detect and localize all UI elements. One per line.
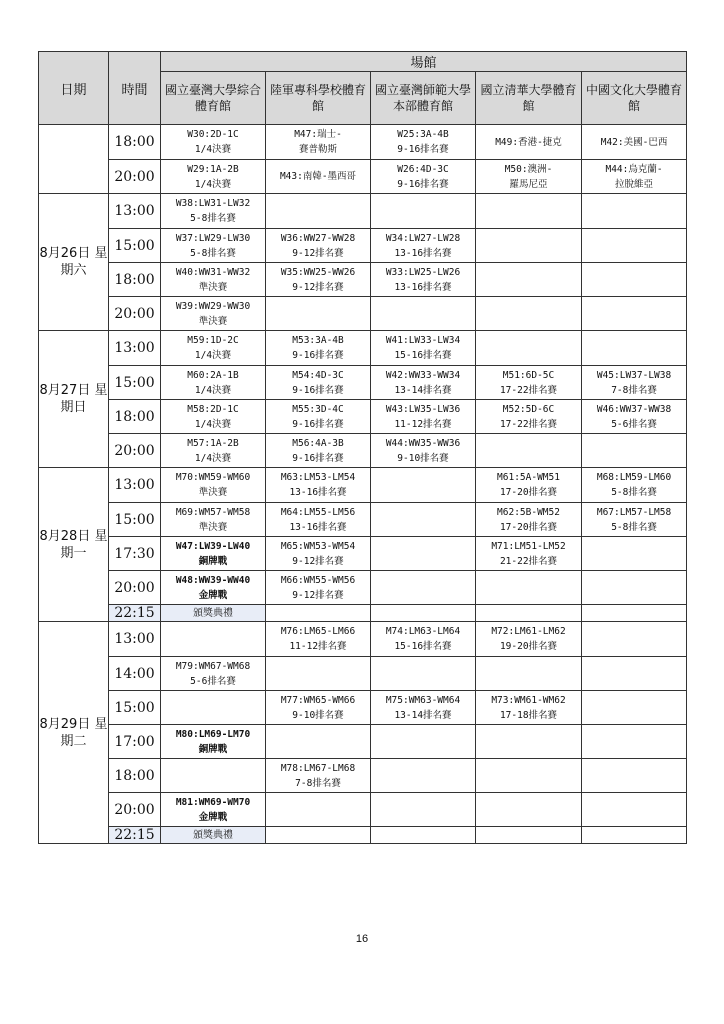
match-cell (582, 793, 687, 827)
time-cell: 20:00 (109, 160, 161, 194)
schedule-row (39, 400, 687, 434)
time-cell: 20:00 (109, 434, 161, 468)
match-cell: W47:LW39-LW40 銅牌戰 (161, 537, 266, 571)
schedule-row (39, 331, 687, 366)
schedule-row (39, 263, 687, 297)
match-cell: M59:1D-2C 1/4決賽 (161, 331, 266, 366)
schedule-row (39, 725, 687, 759)
match-cell: M61:5A-WM51 17-20排名賽 (476, 468, 582, 503)
match-cell: M63:LM53-LM54 13-16排名賽 (266, 468, 371, 503)
match-cell (476, 759, 582, 793)
match-cell: M58:2D-1C 1/4決賽 (161, 400, 266, 434)
empty-cell (476, 827, 582, 844)
date-cell: 8月26日 星期六 (39, 194, 109, 331)
schedule-row (39, 793, 687, 827)
venue-header: 國立臺灣師範大學本部體育館 (371, 72, 476, 125)
match-cell: M67:LM57-LM58 5-8排名賽 (582, 503, 687, 537)
schedule-row (39, 366, 687, 400)
match-cell (476, 194, 582, 229)
venue-header: 陸軍專科學校體育館 (266, 72, 371, 125)
schedule-row (39, 125, 687, 160)
time-cell: 17:30 (109, 537, 161, 571)
time-cell: 18:00 (109, 759, 161, 793)
date-cell: 8月29日 星期二 (39, 622, 109, 844)
time-cell: 17:00 (109, 725, 161, 759)
time-column-header: 時間 (109, 52, 161, 125)
match-cell: M62:5B-WM52 17-20排名賽 (476, 503, 582, 537)
empty-cell (582, 605, 687, 622)
match-cell (582, 622, 687, 657)
award-ceremony-cell: 頒獎典禮 (161, 605, 266, 622)
match-cell: M51:6D-5C 17-22排名賽 (476, 366, 582, 400)
match-cell: M50:澳洲- 羅馬尼亞 (476, 160, 582, 194)
schedule-row (39, 434, 687, 468)
match-cell (476, 263, 582, 297)
date-cell (39, 125, 109, 194)
match-cell: M42:美國-巴西 (582, 125, 687, 160)
match-cell: W42:WW33-WW34 13-14排名賽 (371, 366, 476, 400)
time-cell: 18:00 (109, 263, 161, 297)
page-number: 16 (355, 933, 369, 945)
match-cell: W46:WW37-WW38 5-6排名賽 (582, 400, 687, 434)
match-cell (266, 725, 371, 759)
schedule-row (39, 691, 687, 725)
time-cell: 22:15 (109, 605, 161, 622)
award-ceremony-row (39, 827, 687, 844)
match-cell: M55:3D-4C 9-16排名賽 (266, 400, 371, 434)
match-cell: M57:1A-2B 1/4決賽 (161, 434, 266, 468)
time-cell: 20:00 (109, 793, 161, 827)
match-cell (476, 657, 582, 691)
match-cell (371, 297, 476, 331)
award-ceremony-cell: 頒獎典禮 (161, 827, 266, 844)
match-cell (371, 537, 476, 571)
match-cell (371, 657, 476, 691)
time-cell: 13:00 (109, 194, 161, 229)
match-cell (371, 503, 476, 537)
match-cell: M80:LM69-LM70 銅牌戰 (161, 725, 266, 759)
schedule-table (38, 51, 687, 844)
match-cell: W37:LW29-LW30 5-8排名賽 (161, 229, 266, 263)
match-cell: W35:WW25-WW26 9-12排名賽 (266, 263, 371, 297)
time-cell: 13:00 (109, 622, 161, 657)
match-cell: M49:香港-捷克 (476, 125, 582, 160)
match-cell: M52:5D-6C 17-22排名賽 (476, 400, 582, 434)
match-cell (371, 468, 476, 503)
match-cell (371, 194, 476, 229)
match-cell: W45:LW37-LW38 7-8排名賽 (582, 366, 687, 400)
match-cell (476, 571, 582, 605)
match-cell (371, 571, 476, 605)
match-cell (582, 434, 687, 468)
match-cell: W25:3A-4B 9-16排名賽 (371, 125, 476, 160)
schedule-row (39, 468, 687, 503)
match-cell: M56:4A-3B 9-16排名賽 (266, 434, 371, 468)
match-cell: W26:4D-3C 9-16排名賽 (371, 160, 476, 194)
schedule-row (39, 503, 687, 537)
schedule-row (39, 657, 687, 691)
match-cell (161, 622, 266, 657)
match-cell (476, 229, 582, 263)
time-cell: 15:00 (109, 366, 161, 400)
match-cell: W39:WW29-WW30 準決賽 (161, 297, 266, 331)
match-cell: M73:WM61-WM62 17-18排名賽 (476, 691, 582, 725)
match-cell: M76:LM65-LM66 11-12排名賽 (266, 622, 371, 657)
empty-cell (476, 605, 582, 622)
match-cell: M71:LM51-LM52 21-22排名賽 (476, 537, 582, 571)
match-cell (582, 331, 687, 366)
match-cell (476, 434, 582, 468)
match-cell (266, 793, 371, 827)
match-cell: M47:瑞士- 賽普勒斯 (266, 125, 371, 160)
date-cell: 8月28日 星期一 (39, 468, 109, 622)
match-cell: M70:WM59-WM60 準決賽 (161, 468, 266, 503)
match-cell (582, 691, 687, 725)
time-cell: 15:00 (109, 503, 161, 537)
match-cell: W36:WW27-WW28 9-12排名賽 (266, 229, 371, 263)
schedule-row (39, 622, 687, 657)
match-cell (582, 229, 687, 263)
time-cell: 20:00 (109, 571, 161, 605)
match-cell (582, 263, 687, 297)
match-cell (371, 759, 476, 793)
match-cell: M75:WM63-WM64 13-14排名賽 (371, 691, 476, 725)
venue-header: 國立清華大學體育館 (476, 72, 582, 125)
match-cell (582, 537, 687, 571)
match-cell (371, 725, 476, 759)
match-cell: M65:WM53-WM54 9-12排名賽 (266, 537, 371, 571)
match-cell (476, 725, 582, 759)
match-cell: M60:2A-1B 1/4決賽 (161, 366, 266, 400)
match-cell (582, 725, 687, 759)
match-cell (582, 759, 687, 793)
match-cell: W43:LW35-LW36 11-12排名賽 (371, 400, 476, 434)
empty-cell (371, 605, 476, 622)
match-cell: M77:WM65-WM66 9-10排名賽 (266, 691, 371, 725)
match-cell (161, 691, 266, 725)
empty-cell (266, 605, 371, 622)
match-cell (266, 194, 371, 229)
match-cell (266, 657, 371, 691)
date-cell: 8月27日 星期日 (39, 331, 109, 468)
schedule-row (39, 160, 687, 194)
match-cell (266, 297, 371, 331)
time-cell: 20:00 (109, 297, 161, 331)
time-cell: 13:00 (109, 331, 161, 366)
empty-cell (582, 827, 687, 844)
schedule-row (39, 759, 687, 793)
match-cell: M64:LM55-LM56 13-16排名賽 (266, 503, 371, 537)
match-cell (582, 571, 687, 605)
match-cell: M79:WM67-WM68 5-6排名賽 (161, 657, 266, 691)
venue-group-header: 場館 (161, 52, 687, 72)
match-cell: M54:4D-3C 9-16排名賽 (266, 366, 371, 400)
match-cell: W48:WW39-WW40 金牌戰 (161, 571, 266, 605)
schedule-row (39, 194, 687, 229)
empty-cell (371, 827, 476, 844)
match-cell (582, 194, 687, 229)
match-cell (582, 657, 687, 691)
match-cell: M74:LM63-LM64 15-16排名賽 (371, 622, 476, 657)
award-ceremony-row (39, 605, 687, 622)
match-cell: W30:2D-1C 1/4決賽 (161, 125, 266, 160)
match-cell: M66:WM55-WM56 9-12排名賽 (266, 571, 371, 605)
time-cell: 18:00 (109, 125, 161, 160)
empty-cell (266, 827, 371, 844)
time-cell: 18:00 (109, 400, 161, 434)
match-cell (476, 793, 582, 827)
match-cell: W29:1A-2B 1/4決賽 (161, 160, 266, 194)
schedule-row (39, 537, 687, 571)
time-cell: 15:00 (109, 691, 161, 725)
time-cell: 13:00 (109, 468, 161, 503)
match-cell: W44:WW35-WW36 9-10排名賽 (371, 434, 476, 468)
match-cell: M68:LM59-LM60 5-8排名賽 (582, 468, 687, 503)
match-cell: M69:WM57-WM58 準決賽 (161, 503, 266, 537)
match-cell (476, 331, 582, 366)
match-cell (476, 297, 582, 331)
venue-header: 中國文化大學體育館 (582, 72, 687, 125)
time-cell: 22:15 (109, 827, 161, 844)
time-cell: 15:00 (109, 229, 161, 263)
match-cell: W41:LW33-LW34 15-16排名賽 (371, 331, 476, 366)
match-cell (582, 297, 687, 331)
schedule-row (39, 229, 687, 263)
match-cell (161, 759, 266, 793)
match-cell: W40:WW31-WW32 準決賽 (161, 263, 266, 297)
match-cell: M78:LM67-LM68 7-8排名賽 (266, 759, 371, 793)
match-cell (371, 793, 476, 827)
match-cell: M43:南韓-墨西哥 (266, 160, 371, 194)
venue-header: 國立臺灣大學綜合體育館 (161, 72, 266, 125)
schedule-row (39, 297, 687, 331)
match-cell: W33:LW25-LW26 13-16排名賽 (371, 263, 476, 297)
schedule-row (39, 571, 687, 605)
match-cell: M44:烏克蘭- 拉脫維亞 (582, 160, 687, 194)
match-cell: W34:LW27-LW28 13-16排名賽 (371, 229, 476, 263)
match-cell: M53:3A-4B 9-16排名賽 (266, 331, 371, 366)
match-cell: M81:WM69-WM70 金牌戰 (161, 793, 266, 827)
match-cell: M72:LM61-LM62 19-20排名賽 (476, 622, 582, 657)
match-cell: W38:LW31-LW32 5-8排名賽 (161, 194, 266, 229)
date-column-header: 日期 (39, 52, 109, 125)
time-cell: 14:00 (109, 657, 161, 691)
